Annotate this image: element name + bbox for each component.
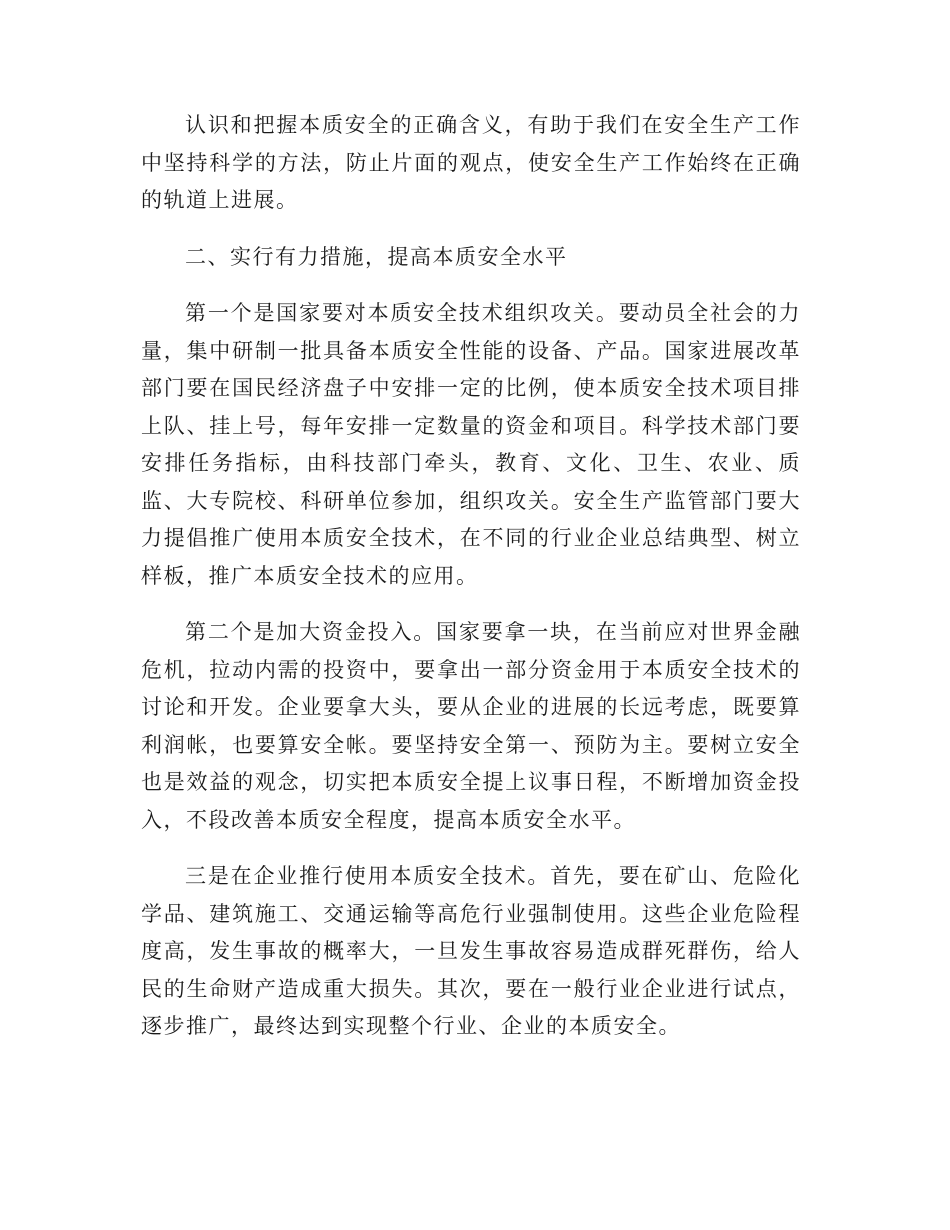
paragraph-intro: 认识和把握本质安全的正确含义，有助于我们在安全生产工作中坚持科学的方法，防止片面的观点，使安全生产工作始终在正确的轨道上进展。 xyxy=(141,113,801,212)
paragraph-third-measure: 三是在企业推行使用本质安全技术。首先，要在矿山、危险化学品、建筑施工、交通运输等高危行业强制使用。这些企业危险程度高，发生事故的概率大，一旦发生事故容易造成群死群伤，给人民的生命财产造成重大损失。其次，要在一般行业企业进行试点，逐步推广，最终达到实现整个行业、企业的本质安全。 xyxy=(141,864,801,1038)
document-body xyxy=(141,107,801,1065)
paragraph-first-measure: 第一个是国家要对本质安全技术组织攻关。要动员全社会的力量，集中研制一批具备本质安全性能的设备、产品。国家进展改革部门要在国民经济盘子中安排一定的比例，使本质安全技术项目排上队、挂上号，每年安排一定数量的资金和项目。科学技术部门要安排任务指标，由科技部门牵头，教育、文化、卫生、农业、质监、大专院校、科研单位参加，组织攻关。安全生产监管部门要大力提倡推广使用本质安全技术，在不同的行业企业总结典型、树立样板，推广本质安全技术的应用。 xyxy=(141,301,801,588)
section-heading: 二、实行有力措施，提高本质安全水平 xyxy=(185,244,568,269)
paragraph-second-measure: 第二个是加大资金投入。国家要拿一块，在当前应对世界金融危机，拉动内需的投资中，要拿出一部分资金用于本质安全技术的讨论和开发。企业要拿大头，要从企业的进展的长远考虑，既要算利润帐，也要算安全帐。要坚持安全第一、预防为主。要树立安全也是效益的观念，切实把本质安全提上议事日程，不断增加资金投入，不段改善本质安全程度，提高本质安全水平。 xyxy=(141,620,801,832)
